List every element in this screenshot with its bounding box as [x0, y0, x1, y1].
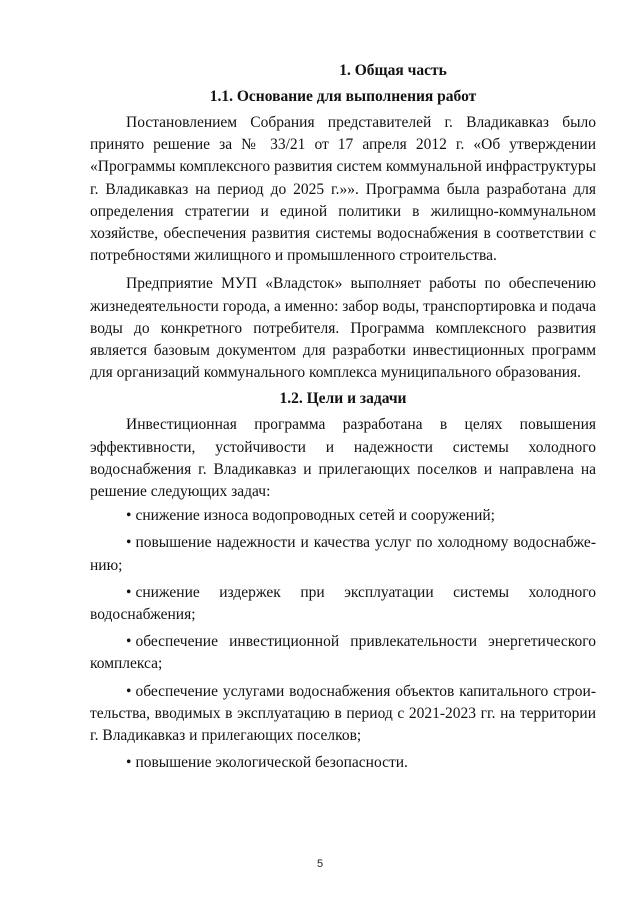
bullet-icon: •: [126, 682, 132, 700]
task-text: повышение экологической безопасности.: [135, 754, 408, 772]
goals-heading: 1.2. Цели и задачи: [279, 390, 407, 408]
task-item: [90, 582, 596, 626]
basis-paragraph-2: Предприятие МУП «Владсток» выполняет работы по обеспечению жизнедеятельности города, а именно: забор воды, транспортировка и подача воды до конкретного потребителя. Программа комплексного развития является базовым документом для разработки инвестиционных программ для организаций коммунального комплекса муниципального образования.: [90, 275, 596, 382]
bullet-icon: •: [126, 507, 132, 525]
task-text: повышение надежности и качества услуг по холодному водоснабжению;: [90, 534, 596, 574]
section-heading: 1. Общая часть: [339, 62, 447, 79]
page-content: [90, 60, 596, 779]
task-item: [90, 631, 596, 675]
bullet-icon: •: [126, 534, 132, 552]
task-text: снижение износа водопроводных сетей и сооружений;: [135, 507, 495, 525]
goals-intro: Инвестиционная программа разработана в целях повышения эффективности, устойчивости и надежности системы холодного водоснабжения г. Владикавказ и прилегающих поселков и направлена на решение следующих задач:: [90, 416, 596, 501]
basis-heading: 1.1. Основание для выполнения работ: [209, 88, 477, 105]
page-number: 5: [316, 858, 324, 870]
task-list: [90, 505, 596, 774]
task-item: [90, 752, 596, 774]
task-text: снижение издержек при эксплуатации системы холодного водоснабжения;: [90, 583, 596, 624]
basis-paragraph-1: Постановлением Собрания представителей г. Владикавказ было принято решение за № 33/21 от 17 апреля 2012 г. «Об утверждении «Программы комплексного развития систем коммунальной инфраструктуры г. Владикавказ на период до 2025 г.»». Программа была разработана для определения стратегии и единой политики в жилищно-коммунальном хозяйстве, обеспечения развития системы водоснабжения в соответствии с потребностями жилищного и промышленного строительства.: [90, 114, 596, 265]
task-text: обеспечение инвестиционной привлекательности энергетического комплекса;: [90, 633, 596, 673]
bullet-icon: •: [126, 583, 132, 601]
bullet-icon: •: [126, 633, 132, 651]
bullet-icon: •: [126, 754, 132, 772]
task-item: [90, 505, 596, 527]
task-item: [90, 681, 596, 748]
task-item: [90, 532, 596, 576]
task-text: обеспечение услугами водоснабжения объектов капитального строительства, вводимых в эксплуатацию в период с 2021-2023 гг. на территории г. Владикавказ и прилегающих поселков;: [90, 682, 596, 745]
